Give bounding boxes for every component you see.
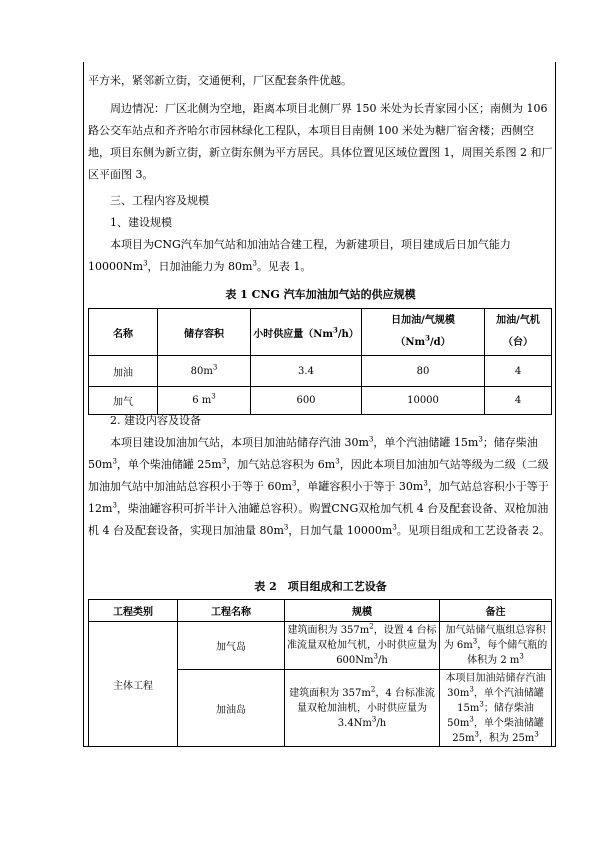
table2-caption: 表 2 项目组成和工艺设备 <box>254 580 387 593</box>
cell-machines: 4 <box>485 387 552 415</box>
cell-daily: 80 <box>362 356 485 387</box>
col-project-name: 工程名称 <box>178 600 285 622</box>
supply-scale-table <box>88 308 552 415</box>
cell-daily: 10000 <box>362 387 485 415</box>
table-row <box>89 356 552 387</box>
col-name: 名称 <box>89 309 158 356</box>
cell-name: 加气 <box>89 387 158 415</box>
table-row <box>89 622 552 670</box>
col-daily: 日加油/气规模 （Nm$^3$/d） <box>362 309 485 356</box>
col-remark: 备注 <box>440 600 552 622</box>
col-hourly: 小时供应量（Nm$^3$/h） <box>251 309 362 356</box>
para-content: 本项目建设加油加气站，本项目加油站储存汽油 $30m^3$，单个汽油储罐 $15m^3$；储存柴油 $50m^3$，单个柴油储罐 $25m^3$，加气站总容积为 $6m^3$，因此本项目加油加气站等级为二级（二级加油加气站中加油站总容积小于等于 $60m^3$，单罐容积小于等于 $30m^3$，加气站总容积小于等于 $12m^3$，柴油罐容积可折半计入油罐总容积）。购置CNG双枪加气机 4 台及配套设备、双枪加油机 4 台及配套设备，实现日加油量 $80m^3$，日加气量 $10000m^3$。见项目组成和工艺设备表 2。 <box>88 435 551 537</box>
section-heading: 三、工程内容及规模 <box>110 194 209 207</box>
cell-project-name: 加气岛 <box>178 622 285 670</box>
cell-scale: 建筑面积为 $357m^2$，4 台标准流量双枪加油机，小时供应量为 3.4Nm$^3$/h <box>285 670 440 747</box>
col-category: 工程类别 <box>89 600 178 622</box>
col-storage: 储存容积 <box>158 309 251 356</box>
table-header-row <box>89 309 552 356</box>
table1-caption: 表 1 CNG 汽车加油加气站的供应规模 <box>225 288 416 301</box>
cell-storage: 6 $m^3$ <box>158 387 251 415</box>
para-top-line: 平方米，紧邻新立街，交通便利，厂区配套条件优越。 <box>88 74 352 87</box>
col-scale: 规模 <box>285 600 440 622</box>
cell-machines: 4 <box>485 356 552 387</box>
table-header-row <box>89 600 552 622</box>
cell-remark: 加气站储气瓶组总容积为 $6m^3$，每个储气瓶的体积为 2 $m^3$ <box>440 622 552 670</box>
cell-category: 主体工程 <box>89 622 178 747</box>
subsection-2-heading: 2. 建设内容及设备 <box>110 414 201 427</box>
cell-name: 加油 <box>89 356 158 387</box>
col-machines: 加油/气机 （台） <box>485 309 552 356</box>
cell-project-name: 加油岛 <box>178 670 285 747</box>
cell-scale: 建筑面积为 $357m^2$，设置 4 台标准流量双枪加气机，小时供应量为 600Nm$^3$/h <box>285 622 440 670</box>
project-composition-table <box>88 599 552 747</box>
cell-remark: 本项目加油站储存汽油 $30m^3$，单个汽油储罐 $15m^3$；储存柴油 $50m^3$，单个柴油储罐 $25m^3$，积为 $25m^3$ <box>440 670 552 747</box>
subsection-1-heading: 1、建设规模 <box>110 216 172 229</box>
para-scale: 本项目为CNG汽车加气站和加油站合建工程，为新建项目，项目建成后日加气能力 10000Nm$^3$，日加油能力为 $80m^3$。见表 1。 <box>88 238 511 273</box>
para-surroundings: 周边情况：厂区北侧为空地，距离本项目北侧厂界 150 米处为长青家园小区；南侧为 106 路公交车站点和齐齐哈尔市园林绿化工程队，本项目目南侧 100 米处为糖厂宿舍楼；西侧空地，项目东侧为新立街，新立街东侧为平方居民。具体位置见区域位置图 1，周围关系图 2 和厂区平面图 3。 <box>88 102 553 181</box>
cell-hourly: 600 <box>251 387 362 415</box>
cell-storage: $80m^3$ <box>158 356 251 387</box>
cell-hourly: 3.4 <box>251 356 362 387</box>
